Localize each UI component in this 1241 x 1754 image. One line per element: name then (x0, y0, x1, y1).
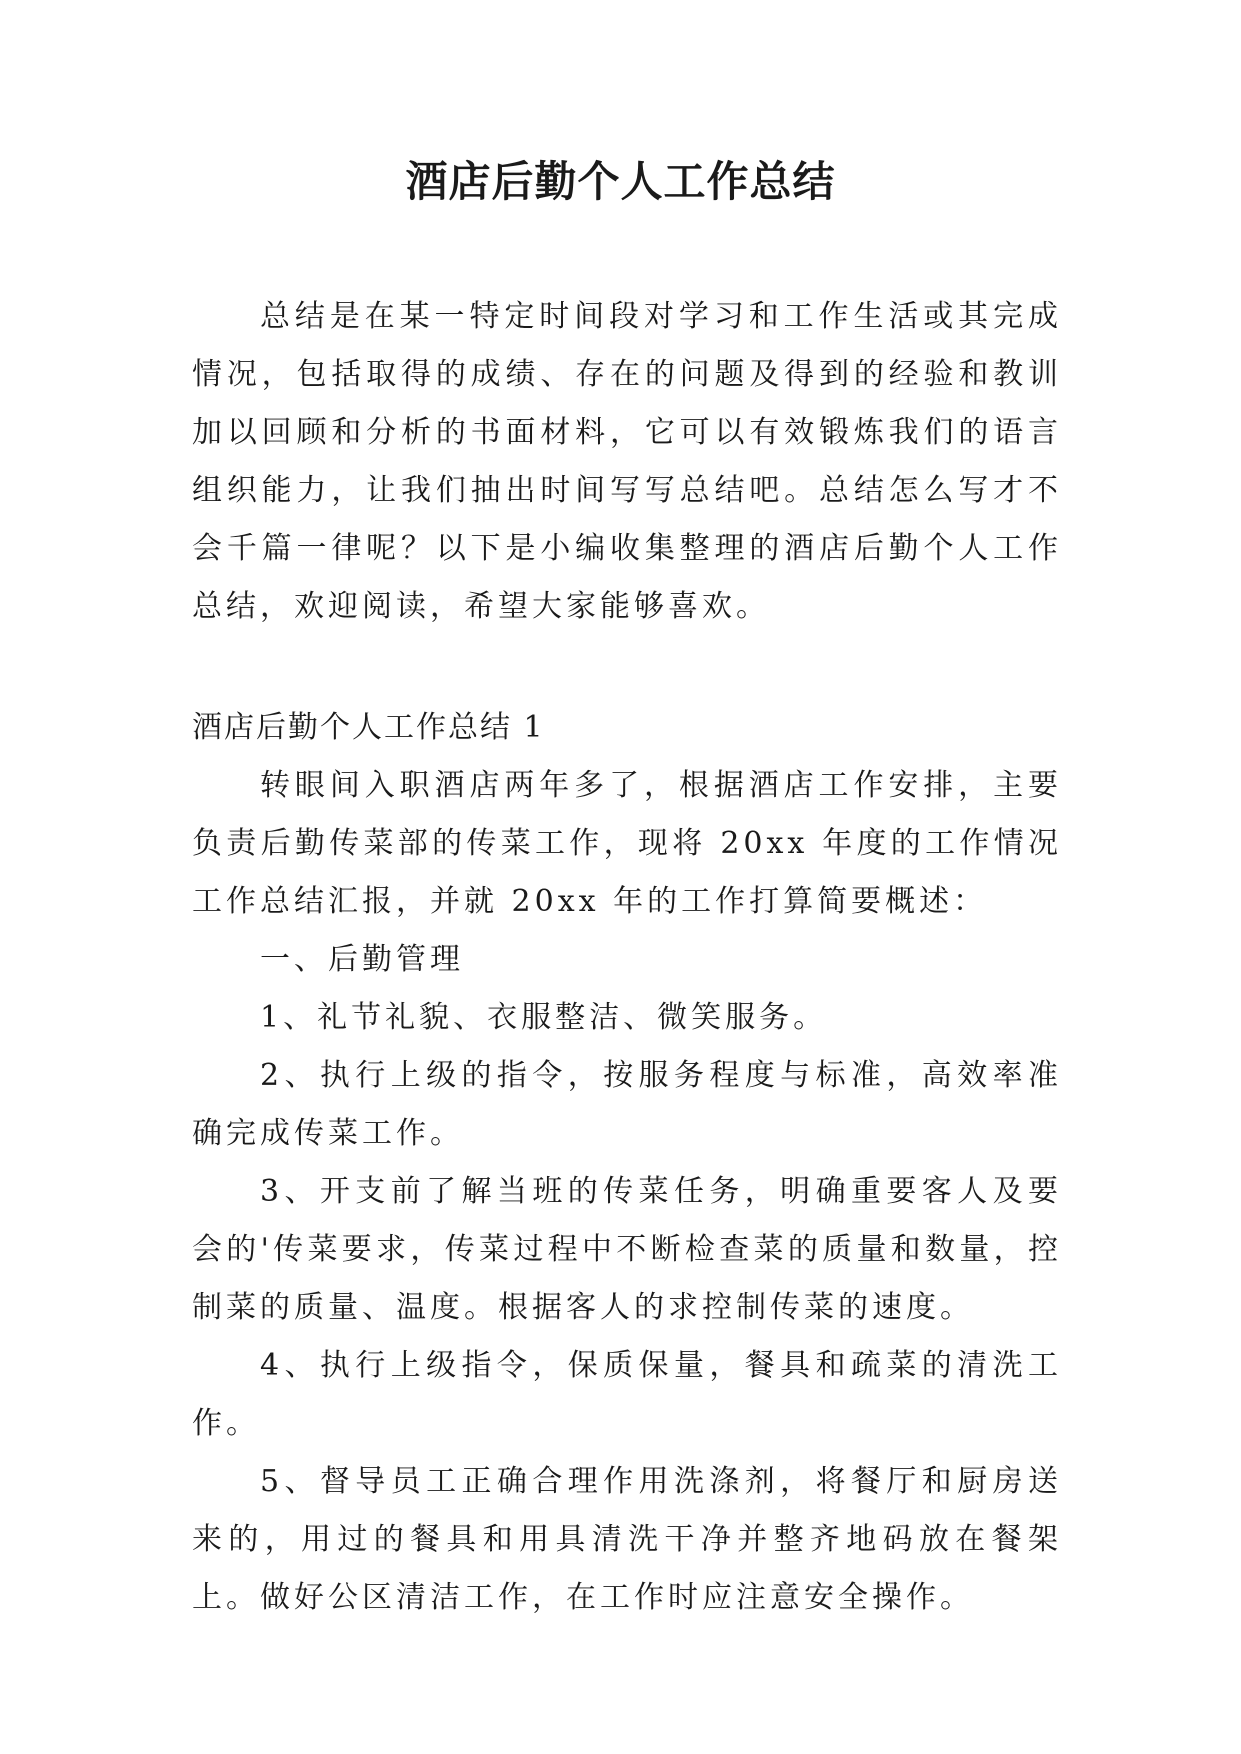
document-title: 酒店后勤个人工作总结 (405, 157, 836, 206)
paragraph-5: 3、开支前了解当班的传菜任务，明确重要客人及要会的'传菜要求，传菜过程中不断检查菜的质量和数量，控制菜的质量、温度。根据客人的求控制传菜的速度。 (192, 1174, 1062, 1325)
paragraph-6: 4、执行上级指令，保质保量，餐具和疏菜的清洗工作。 (192, 1348, 1062, 1441)
paragraph-1: 转眼间入职酒店两年多了，根据酒店工作安排，主要负责后勤传菜部的传菜工作，现将 20xx 年度的工作情况工作总结汇报，并就 20xx 年的工作打算简要概述： (192, 768, 1062, 919)
paragraph-3: 1、礼节礼貌、衣服整洁、微笑服务。 (260, 1000, 828, 1035)
paragraph-7: 5、督导员工正确合理作用洗涤剂，将餐厅和厨房送来的，用过的餐具和用具清洗干净并整齐地码放在餐架上。做好公区清洁工作，在工作时应注意安全操作。 (192, 1464, 1062, 1615)
section-heading: 酒店后勤个人工作总结 1 (192, 710, 545, 745)
section-1 (192, 699, 1062, 1627)
intro-paragraph: 总结是在某一特定时间段对学习和工作生活或其完成情况，包括取得的成绩、存在的问题及得到的经验和教训加以回顾和分析的书面材料，它可以有效锻炼我们的语言组织能力，让我们抽出时间写写总结吧。总结怎么写才不会千篇一律呢？以下是小编收集整理的酒店后勤个人工作总结，欢迎阅读，希望大家能够喜欢。 (192, 299, 1062, 624)
paragraph-4: 2、执行上级的指令，按服务程度与标准，高效率准确完成传菜工作。 (192, 1058, 1062, 1151)
intro-block (192, 288, 1062, 636)
paragraph-2: 一、后勤管理 (260, 942, 464, 977)
